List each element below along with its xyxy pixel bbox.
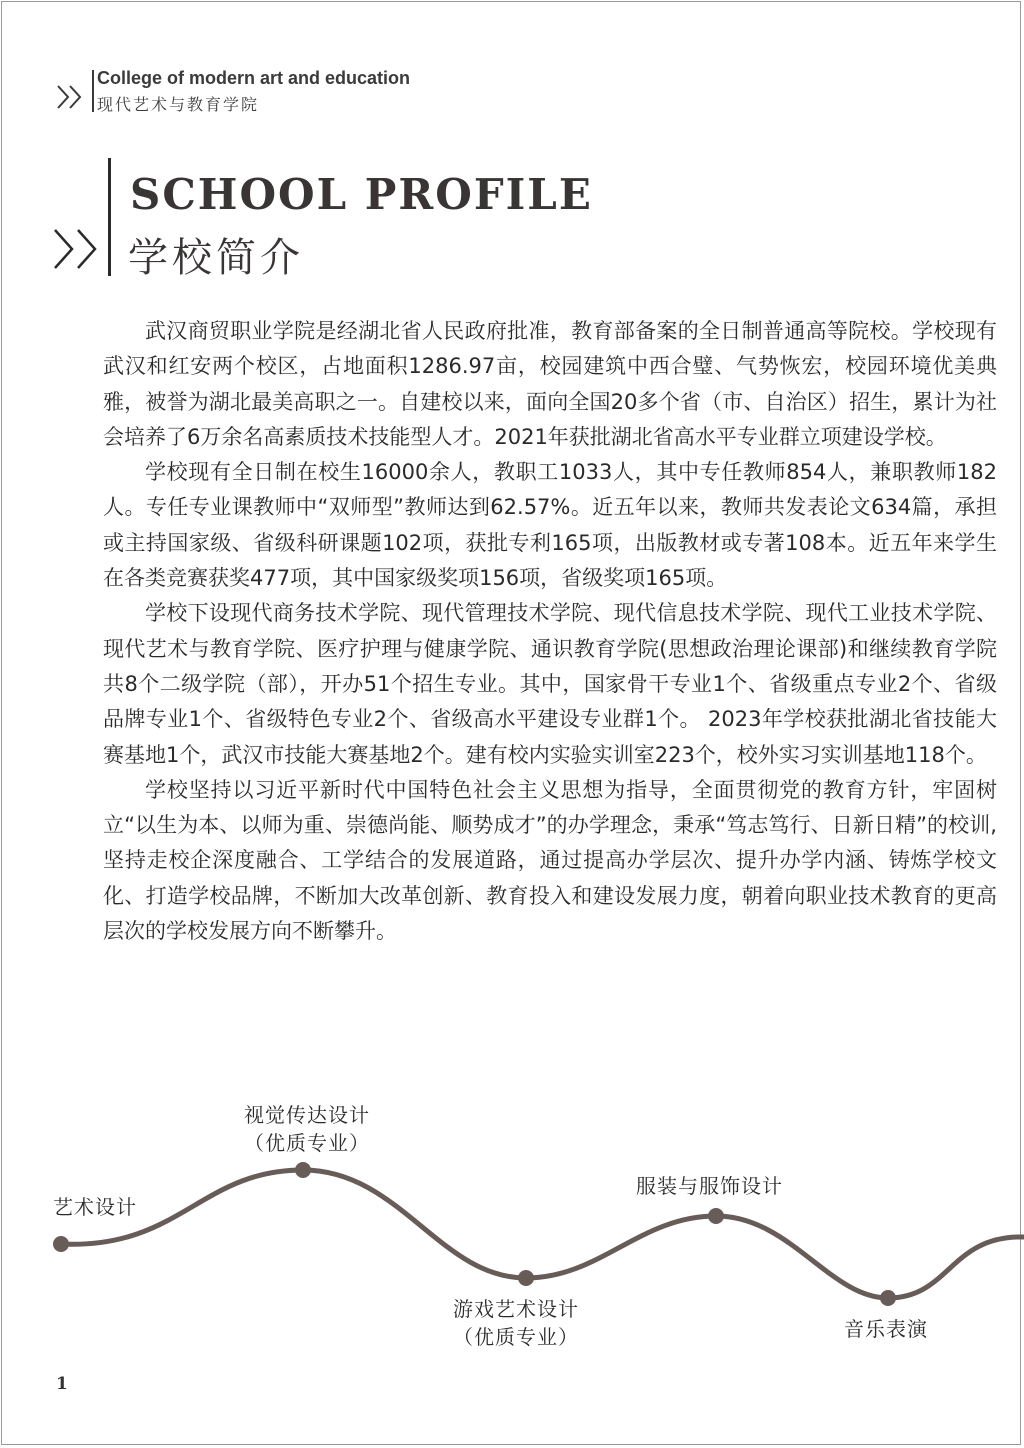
double-chevron-icon xyxy=(55,82,89,112)
wave-node-music xyxy=(880,1290,896,1306)
paragraph-colleges: 学校下设现代商务技术学院、现代管理技术学院、现代信息技术学院、现代工业技术学院、现代艺术与教育学院、医疗护理与健康学院、通识教育学院(思想政治理论课部)和继续教育学院共8个二级学院（部），开办51个招生专业。其中，国家骨干专业1个、省级重点专业2个、省级品牌专业1个、省级特色专业2个、省级高水平建设专业群1个。 2023年学校获批湖北省技能大赛基地1个，武汉市技能大赛基地2个。建有校内实验实训室223个，校外实习实训基地118个。 xyxy=(103,601,997,767)
wave-node-game-design xyxy=(518,1270,534,1286)
major-name: 服装与服饰设计 xyxy=(636,1174,783,1198)
double-chevron-icon xyxy=(52,226,107,272)
major-label-music xyxy=(844,1315,928,1343)
major-name: 音乐表演 xyxy=(844,1317,928,1341)
profile-body xyxy=(103,314,997,949)
header-divider xyxy=(92,70,94,112)
major-note: （优质专业） xyxy=(453,1325,579,1349)
wave-node-art-design xyxy=(53,1236,69,1252)
paragraph-overview: 武汉商贸职业学院是经湖北省人民政府批准，教育部备案的全日制普通高等院校。学校现有武汉和红安两个校区，占地面积1286.97亩，校园建筑中西合璧、气势恢宏，校园环境优美典雅，被誉为湖北最美高职之一。自建校以来，面向全国20多个省（市、自治区）招生，累计为社会培养了6万余名高素质技术技能型人才。2021年获批湖北省高水平专业群立项建设学校。 xyxy=(103,319,997,449)
major-label-game-design xyxy=(453,1295,579,1351)
page-number: 1 xyxy=(56,1374,68,1394)
major-name: 视觉传达设计 xyxy=(244,1103,370,1127)
major-label-art-design xyxy=(53,1193,137,1221)
major-name: 艺术设计 xyxy=(53,1195,137,1219)
major-note: （优质专业） xyxy=(244,1131,370,1155)
wave-line xyxy=(60,1170,1024,1298)
paragraph-staff: 学校现有全日制在校生16000余人，教职工1033人，其中专任教师854人，兼职教师182人。专任专业课教师中“双师型”教师达到62.57%。近五年以来，教师共发表论文634篇，承担或主持国家级、省级科研课题102项，获批专利165项，出版教材或专著108本。近五年来学生在各类竞赛获奖477项，其中国家级奖项156项，省级奖项165项。 xyxy=(103,460,997,591)
header-chinese-title: 现代艺术与教育学院 xyxy=(97,95,260,114)
major-label-fashion-design xyxy=(636,1172,783,1200)
title-english: SCHOOL PROFILE xyxy=(130,170,593,219)
paragraph-philosophy: 学校坚持以习近平新时代中国特色社会主义思想为指导，全面贯彻党的教育方针，牢固树立“以生为本、以师为重、崇德尚能、顺势成才”的办学理念，秉承“笃志笃行、日新日精”的校训,坚持走校企深度融合、工学结合的发展道路，通过提高办学层次、提升办学内涵、铸炼学校文化、打造学校品牌，不断加大改革创新、教育投入和建设发展力度，朝着向职业技术教育的更高层次的学校发展方向不断攀升。 xyxy=(103,777,997,944)
major-name: 游戏艺术设计 xyxy=(453,1297,579,1321)
title-divider xyxy=(108,158,111,276)
major-label-visual-design xyxy=(244,1101,370,1157)
wave-node-fashion-design xyxy=(708,1208,724,1224)
header-english-title: College of modern art and education xyxy=(97,68,411,88)
title-chinese: 学校简介 xyxy=(128,235,304,281)
wave-node-visual-design xyxy=(295,1162,311,1178)
